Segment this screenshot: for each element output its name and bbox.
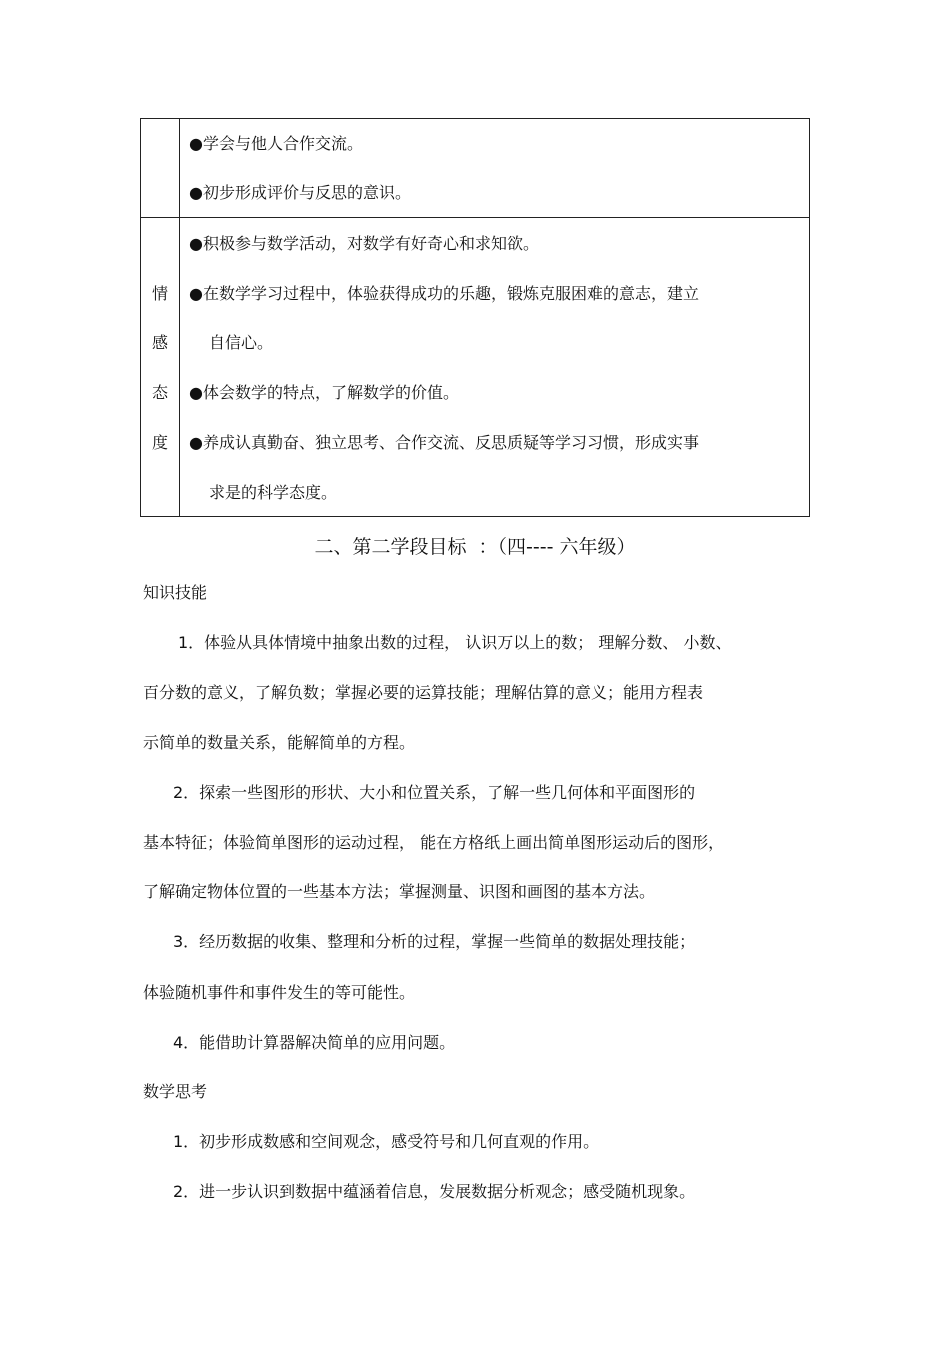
table-column-divider (179, 119, 180, 516)
knowledge-line: 3．经历数据的收集、整理和分析的过程，掌握一些简单的数据处理技能； (173, 932, 696, 951)
knowledge-line: 示简单的数量关系，能解简单的方程。 (143, 733, 416, 752)
table-row-divider (141, 217, 809, 218)
knowledge-line: 体验随机事件和事件发生的等可能性。 (143, 983, 416, 1002)
row-label-char: 度 (151, 433, 168, 452)
section-title: 二、第二学段目标 ：（四---- 六年级） (314, 536, 636, 558)
knowledge-line: 基本特征；体验简单图形的运动过程， 能在方格纸上画出简单图形运动后的图形， (143, 833, 725, 852)
goals-table (140, 118, 810, 517)
knowledge-line: 1．体验从具体情境中抽象出数的过程， 认识万以上的数； 理解分数、 小数、 (178, 633, 732, 652)
table-row2-line: ●在数学学习过程中，体验获得成功的乐趣，锻炼克服困难的意志，建立 (189, 284, 699, 303)
knowledge-line: 百分数的意义，了解负数；掌握必要的运算技能；理解估算的意义；能用方程表 (143, 683, 704, 702)
table-row2-line: 自信心。 (209, 333, 274, 352)
knowledge-line: 了解确定物体位置的一些基本方法；掌握测量、识图和画图的基本方法。 (143, 882, 656, 901)
table-row2-line: ●体会数学的特点，了解数学的价值。 (189, 383, 459, 402)
thinking-line: 1．初步形成数感和空间观念，感受符号和几何直观的作用。 (173, 1132, 600, 1151)
knowledge-heading: 知识技能 (143, 583, 208, 602)
table-row2-line: ●积极参与数学活动，对数学有好奇心和求知欲。 (189, 234, 539, 253)
row-label-char: 情 (151, 284, 168, 303)
row-label-char: 态 (151, 383, 168, 402)
thinking-heading: 数学思考 (143, 1082, 208, 1101)
knowledge-line: 2．探索一些图形的形状、大小和位置关系，了解一些几何体和平面图形的 (173, 783, 696, 802)
knowledge-line: 4．能借助计算器解决简单的应用问题。 (173, 1033, 456, 1052)
table-row1-line: ●学会与他人合作交流。 (189, 134, 363, 153)
table-row1-line: ●初步形成评价与反思的意识。 (189, 183, 411, 202)
thinking-line: 2．进一步认识到数据中蕴涵着信息，发展数据分析观念；感受随机现象。 (173, 1182, 696, 1201)
row-label-char: 感 (151, 333, 168, 352)
table-row2-line: ●养成认真勤奋、独立思考、合作交流、反思质疑等学习习惯，形成实事 (189, 433, 699, 452)
table-row2-line: 求是的科学态度。 (209, 483, 338, 502)
